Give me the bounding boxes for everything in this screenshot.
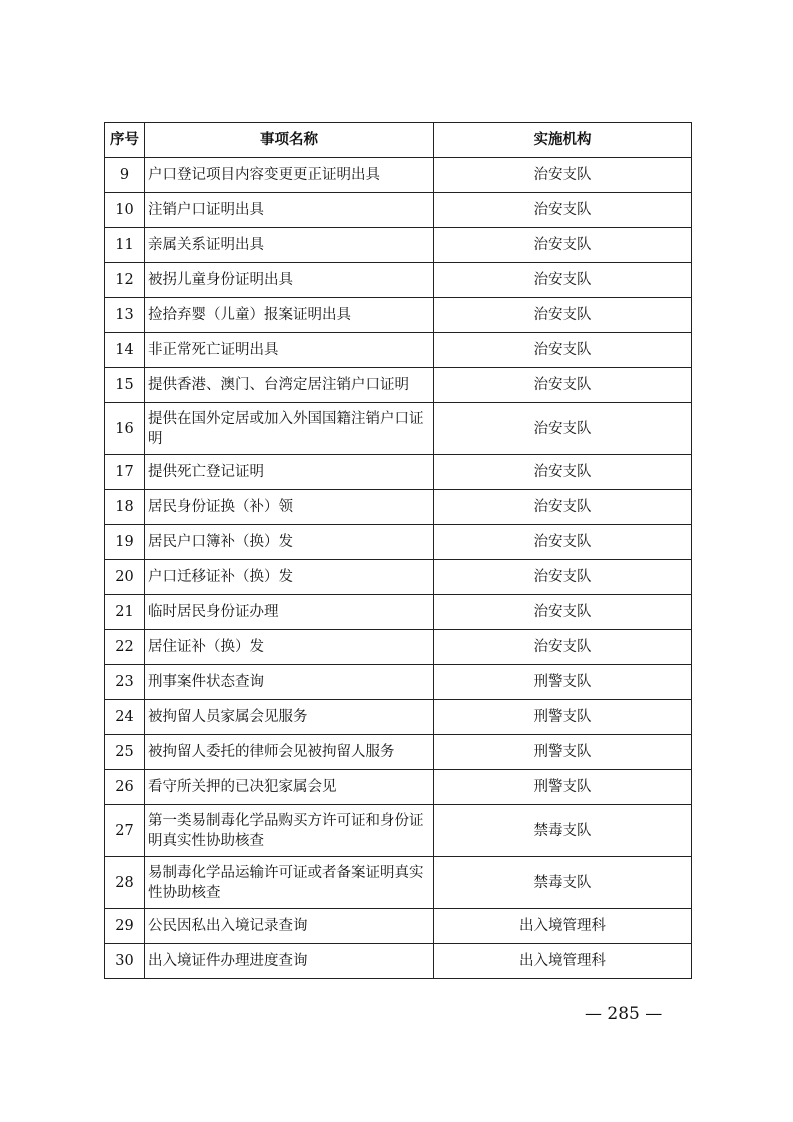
item-name-cell: 被拘留人委托的律师会见被拘留人服务 [145, 735, 434, 770]
agency-cell: 治安支队 [434, 228, 692, 263]
table-row [105, 909, 692, 944]
item-name-cell: 注销户口证明出具 [145, 193, 434, 228]
agency-cell: 出入境管理科 [434, 944, 692, 979]
agency-cell: 治安支队 [434, 298, 692, 333]
header-serial-number: 序号 [105, 123, 145, 158]
table-row [105, 455, 692, 490]
table-row [105, 857, 692, 909]
serial-number-cell: 23 [105, 665, 145, 700]
agency-cell: 治安支队 [434, 630, 692, 665]
item-name-cell: 亲属关系证明出具 [145, 228, 434, 263]
agency-cell: 刑警支队 [434, 700, 692, 735]
agency-cell: 出入境管理科 [434, 909, 692, 944]
serial-number-cell: 22 [105, 630, 145, 665]
item-name-cell: 刑事案件状态查询 [145, 665, 434, 700]
header-implementing-agency: 实施机构 [434, 123, 692, 158]
item-name-cell: 户口迁移证补（换）发 [145, 560, 434, 595]
agency-cell: 刑警支队 [434, 735, 692, 770]
table-row [105, 630, 692, 665]
item-name-cell: 临时居民身份证办理 [145, 595, 434, 630]
table-row [105, 700, 692, 735]
service-items-table [104, 122, 692, 979]
table-row [105, 770, 692, 805]
serial-number-cell: 16 [105, 403, 145, 455]
item-name-cell: 被拐儿童身份证明出具 [145, 263, 434, 298]
table-row [105, 665, 692, 700]
serial-number-cell: 27 [105, 805, 145, 857]
table-row [105, 403, 692, 455]
serial-number-cell: 15 [105, 368, 145, 403]
agency-cell: 治安支队 [434, 263, 692, 298]
item-name-cell: 提供死亡登记证明 [145, 455, 434, 490]
agency-cell: 刑警支队 [434, 770, 692, 805]
agency-cell: 禁毒支队 [434, 857, 692, 909]
table-row [105, 228, 692, 263]
table-row [105, 333, 692, 368]
item-name-cell: 提供香港、澳门、台湾定居注销户口证明 [145, 368, 434, 403]
serial-number-cell: 26 [105, 770, 145, 805]
serial-number-cell: 29 [105, 909, 145, 944]
table-row [105, 735, 692, 770]
serial-number-cell: 28 [105, 857, 145, 909]
agency-cell: 禁毒支队 [434, 805, 692, 857]
serial-number-cell: 19 [105, 525, 145, 560]
item-name-cell: 公民因私出入境记录查询 [145, 909, 434, 944]
serial-number-cell: 30 [105, 944, 145, 979]
serial-number-cell: 21 [105, 595, 145, 630]
serial-number-cell: 12 [105, 263, 145, 298]
agency-cell: 治安支队 [434, 490, 692, 525]
serial-number-cell: 9 [105, 158, 145, 193]
table-row [105, 263, 692, 298]
table-row [105, 158, 692, 193]
item-name-cell: 捡拾弃婴（儿童）报案证明出具 [145, 298, 434, 333]
header-item-name: 事项名称 [145, 123, 434, 158]
agency-cell: 治安支队 [434, 403, 692, 455]
item-name-cell: 被拘留人员家属会见服务 [145, 700, 434, 735]
item-name-cell: 易制毒化学品运输许可证或者备案证明真实性协助核查 [145, 857, 434, 909]
serial-number-cell: 17 [105, 455, 145, 490]
table-row [105, 490, 692, 525]
agency-cell: 治安支队 [434, 333, 692, 368]
item-name-cell: 非正常死亡证明出具 [145, 333, 434, 368]
agency-cell: 治安支队 [434, 368, 692, 403]
table-row [105, 805, 692, 857]
item-name-cell: 看守所关押的已决犯家属会见 [145, 770, 434, 805]
item-name-cell: 第一类易制毒化学品购买方许可证和身份证明真实性协助核查 [145, 805, 434, 857]
agency-cell: 治安支队 [434, 455, 692, 490]
agency-cell: 治安支队 [434, 193, 692, 228]
serial-number-cell: 24 [105, 700, 145, 735]
serial-number-cell: 11 [105, 228, 145, 263]
item-name-cell: 居民户口簿补（换）发 [145, 525, 434, 560]
table-header-row [105, 123, 692, 158]
table-row [105, 944, 692, 979]
agency-cell: 治安支队 [434, 158, 692, 193]
serial-number-cell: 14 [105, 333, 145, 368]
item-name-cell: 出入境证件办理进度查询 [145, 944, 434, 979]
item-name-cell: 提供在国外定居或加入外国国籍注销户口证明 [145, 403, 434, 455]
serial-number-cell: 10 [105, 193, 145, 228]
serial-number-cell: 20 [105, 560, 145, 595]
serial-number-cell: 13 [105, 298, 145, 333]
agency-cell: 治安支队 [434, 560, 692, 595]
table-row [105, 595, 692, 630]
table-row [105, 368, 692, 403]
serial-number-cell: 25 [105, 735, 145, 770]
agency-cell: 刑警支队 [434, 665, 692, 700]
table-row [105, 298, 692, 333]
item-name-cell: 居民身份证换（补）领 [145, 490, 434, 525]
table-row [105, 525, 692, 560]
item-name-cell: 户口登记项目内容变更更正证明出具 [145, 158, 434, 193]
table-row [105, 193, 692, 228]
agency-cell: 治安支队 [434, 595, 692, 630]
page-number: — 285 — [585, 1004, 663, 1024]
table-row [105, 560, 692, 595]
agency-cell: 治安支队 [434, 525, 692, 560]
serial-number-cell: 18 [105, 490, 145, 525]
item-name-cell: 居住证补（换）发 [145, 630, 434, 665]
